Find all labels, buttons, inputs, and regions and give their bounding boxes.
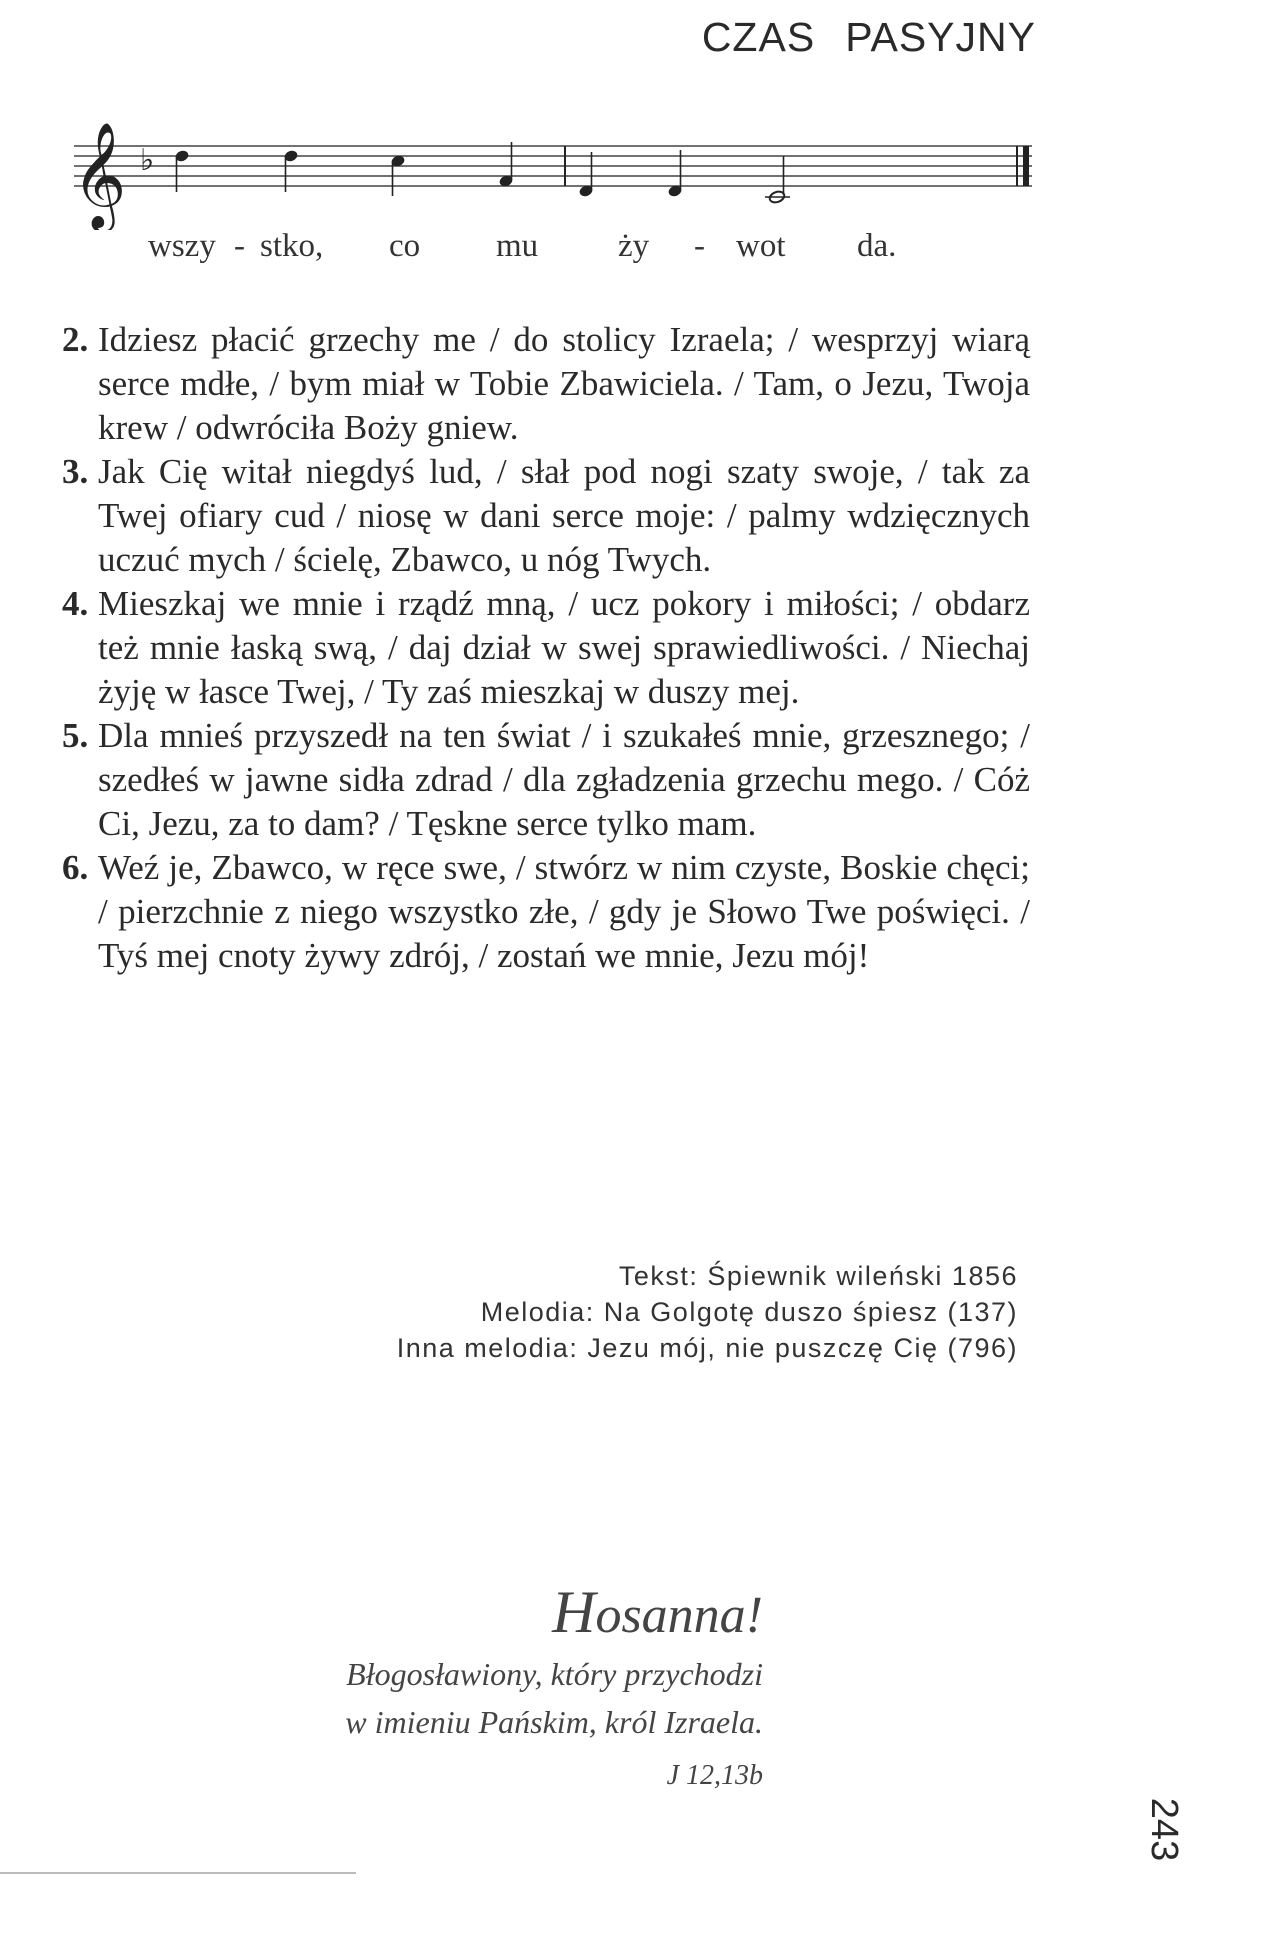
bottom-divider xyxy=(0,1872,356,1874)
lyric-syllable: stko, xyxy=(260,228,324,264)
lyric-syllable: da. xyxy=(857,228,897,264)
lyric-syllable: wot xyxy=(736,228,786,264)
music-staff xyxy=(60,120,1040,230)
verse-6 xyxy=(62,846,1030,978)
verse-number: 6. xyxy=(62,848,89,887)
verse-text: Idziesz płacić grzechy me / do stolicy Izraela; / wesprzyj wiarą serce mdłe, / bym miał w Tobie Zbawiciela. / Tam, o Jezu, Twoja krew / odwróciła Boży gniew. xyxy=(98,320,1030,447)
verse-number: 3. xyxy=(62,452,89,491)
quote-line-2: w imieniu Pańskim, król Izraela. xyxy=(345,1704,763,1740)
verse-text: Weź je, Zbawco, w ręce swe, / stwórz w nim czyste, Boskie chęci; / pierzchnie z niego wszystko złe, / gdy je Słowo Twe poświęci. / Tyś mej cnoty żywy zdrój, / zostań we mnie, Jezu mój! xyxy=(98,848,1030,975)
verse-text: Mieszkaj we mnie i rządź mną, / ucz pokory i miłości; / obdarz też mnie łaską swą, / daj dział w swej sprawiedliwości. / Niechaj żyję w łasce Twej, / Ty zaś mieszkaj w duszy mej. xyxy=(98,584,1030,711)
page-number: 243 xyxy=(1143,1797,1186,1862)
credit-melody: Melodia: Na Golgotę duszo śpiesz (137) xyxy=(480,1297,1018,1327)
credit-alt-melody: Inna melodia: Jezu mój, nie puszczę Cię (796) xyxy=(396,1333,1018,1363)
quote-title-rest: osanna! xyxy=(595,1587,763,1644)
flat-sign: ♭ xyxy=(140,143,155,178)
verse-number: 2. xyxy=(62,320,89,359)
verse-number: 5. xyxy=(62,716,89,755)
scripture-quote xyxy=(345,1579,763,1800)
verse-number: 4. xyxy=(62,584,89,623)
credit-text-source: Tekst: Śpiewnik wileński 1856 xyxy=(618,1261,1018,1291)
lyric-syllable: wszy xyxy=(148,228,216,264)
lyric-syllable: co xyxy=(389,228,421,264)
verses xyxy=(62,318,1030,978)
lyric-syllable: mu xyxy=(496,228,539,264)
verse-text: Jak Cię witał niegdyś lud, / słał pod nogi szaty swoje, / tak za Twej ofiary cud / niosę w dani serce moje: / palmy wdzięcznych uczuć mych / ścielę, Zbawco, u nóg Twych. xyxy=(98,452,1030,579)
quote-title-initial: H xyxy=(552,1579,596,1645)
verse-4 xyxy=(62,582,1030,714)
notes xyxy=(175,142,1029,204)
verse-text: Dla mnieś przyszedł na ten świat / i szukałeś mnie, grzesznego; / szedłeś w jawne sidła zdrad / dla zgładzenia grzechu mego. / Cóż Ci, Jezu, za to dam? / Tęskne serce tylko mam. xyxy=(98,716,1030,843)
header-word-pasyjny: PASYJNY xyxy=(845,14,1036,60)
section-header xyxy=(676,14,1036,61)
staff-lines xyxy=(74,146,1032,186)
quote-title xyxy=(345,1579,763,1646)
verse-5 xyxy=(62,714,1030,846)
lyric-hyphen: - xyxy=(234,228,245,264)
final-barline-thick xyxy=(1023,146,1029,186)
quote-reference: J 12,13b xyxy=(666,1760,763,1791)
credits xyxy=(397,1258,1018,1366)
header-word-czas: CZAS xyxy=(701,14,816,60)
verse-3 xyxy=(62,450,1030,582)
lyric-hyphen: - xyxy=(694,228,705,264)
lyric-syllable: ży xyxy=(618,228,650,264)
verse-2 xyxy=(62,318,1030,450)
quote-line-1: Błogosławiony, który przychodzi xyxy=(346,1656,763,1692)
treble-clef: 𝄞 xyxy=(72,121,127,228)
